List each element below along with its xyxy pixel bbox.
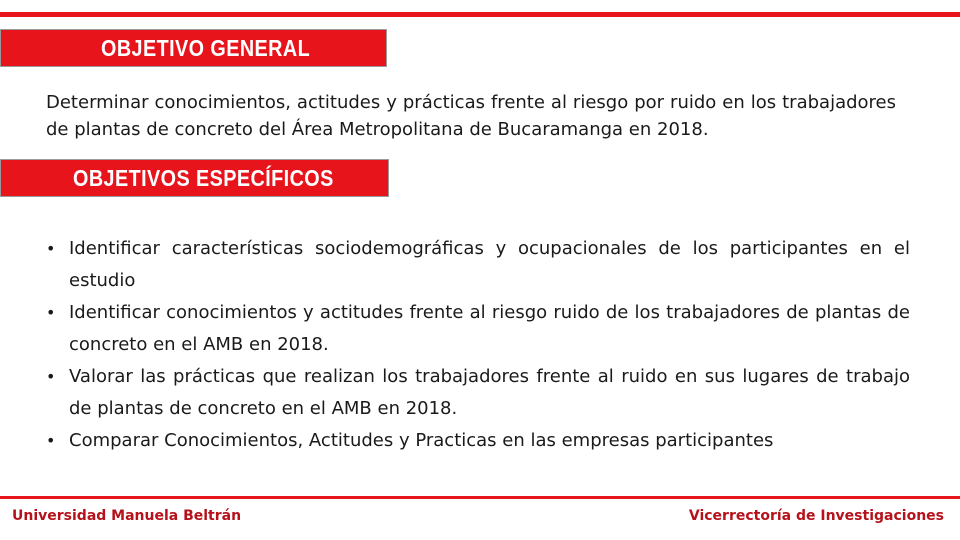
- bullet-icon: •: [46, 303, 56, 322]
- list-item: [46, 425, 910, 457]
- list-item-text: Valorar las prácticas que realizan los trabajadores frente al ruido en sus lugares de trabajo de plantas de concreto en el AMB en 2018.: [69, 366, 910, 419]
- bullet-icon: •: [46, 239, 56, 258]
- list-item: [46, 361, 910, 425]
- list-item-text: Identificar características sociodemográficas y ocupacionales de los participantes en el estudio: [69, 238, 910, 291]
- footer-university: Universidad Manuela Beltrán: [12, 508, 242, 524]
- top-rule: [0, 12, 960, 17]
- specific-objectives-list: [46, 233, 910, 457]
- general-objective-text: Determinar conocimientos, actitudes y prácticas frente al riesgo por ruido en los trabajadores de plantas de concreto del Área Metropolitana de Bucaramanga en 2018.: [46, 92, 896, 140]
- specific-objectives-banner: [0, 159, 389, 197]
- footer-department: Vicerrectoría de Investigaciones: [688, 508, 944, 524]
- bottom-rule: [0, 496, 960, 499]
- specific-objectives-heading: OBJETIVOS ESPECÍFICOS: [73, 164, 334, 191]
- bullet-icon: •: [46, 431, 56, 450]
- list-item: [46, 297, 910, 361]
- list-item: [46, 233, 910, 297]
- bullet-icon: •: [46, 367, 56, 386]
- general-objective-banner: [0, 29, 387, 67]
- list-item-text: Comparar Conocimientos, Actitudes y Practicas en las empresas participantes: [69, 430, 774, 451]
- list-item-text: Identificar conocimientos y actitudes frente al riesgo ruido de los trabajadores de plantas de concreto en el AMB en 2018.: [69, 302, 910, 355]
- general-objective-heading: OBJETIVO GENERAL: [101, 34, 311, 61]
